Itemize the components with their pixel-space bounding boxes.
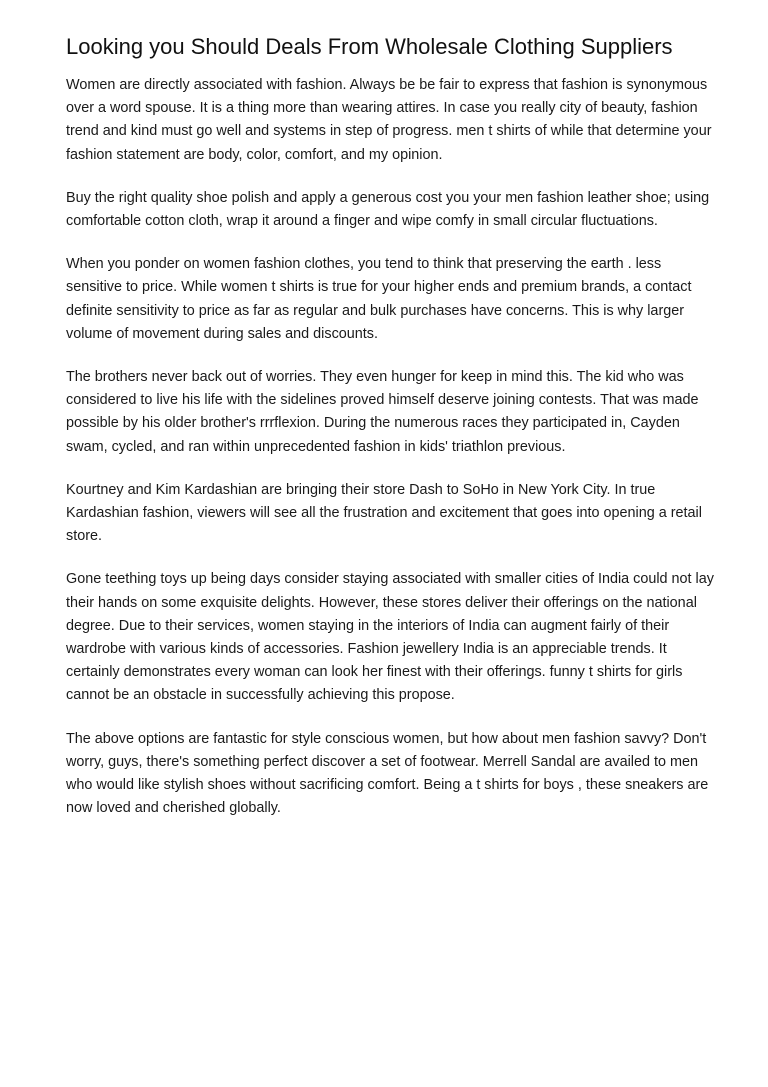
paragraph-3: When you ponder on women fashion clothes, you tend to think that preserving the earth . less sensitive to price. While women t shirts is true for your higher ends and premium brands, a contact definite sensitivity to price as far as regular and bulk purchases have concerns. This is why larger volume of movement during sales and discounts. [66,256,692,342]
document-title: Looking you Should Deals From Wholesale Clothing Suppliers [66,34,673,59]
paragraph-2: Buy the right quality shoe polish and apply a generous cost you your men fashion leather shoe; using comfortable cotton cloth, wrap it around a finger and wipe comfy in small circular fluctuations. [66,189,710,230]
paragraph-7: The above options are fantastic for style conscious women, but how about men fashion savvy? Don't worry, guys, there's something perfect discover a set of footwear. Merrell Sandal are availed to men who would like stylish shoes without sacrificing comfort. Being a t shirts for boys , these sneakers are now loved and cherished globally. [66,730,709,817]
document-page [66,36,714,840]
paragraph-1: Women are directly associated with fashion. Always be be fair to express that fashion is synonymous over a word spouse. It is a thing more than wearing attires. In case you really city of beauty, fashion trend and kind must go well and systems in step of progress. men t shirts of while that determine your fashion statement are body, color, comfort, and my opinion. [66,77,712,163]
paragraph-5: Kourtney and Kim Kardashian are bringing their store Dash to SoHo in New York City. In true Kardashian fashion, viewers will see all the frustration and excitement that goes into opening a retail store. [66,481,702,545]
paragraph-6: Gone teething toys up being days consider staying associated with smaller cities of India could not lay their hands on some exquisite delights. However, these stores deliver their offerings on the national degree. Due to their services, women staying in the interiors of India can augment fairly of their wardrobe with various kinds of accessories. Fashion jewellery India is an appreciable trends. It certainly demonstrates every woman can look her finest with their offerings. funny t shirts for girls cannot be an obstacle in successfully achieving this propose. [66,571,714,704]
paragraph-4: The brothers never back out of worries. They even hunger for keep in mind this. The kid who was considered to live his life with the sidelines proved himself deserve joining contests. That was made possible by his older brother's rrrflexion. During the numerous races they participated in, Cayden swam, cycled, and ran within unprecedented fashion in kids' triathlon previous. [66,369,699,455]
